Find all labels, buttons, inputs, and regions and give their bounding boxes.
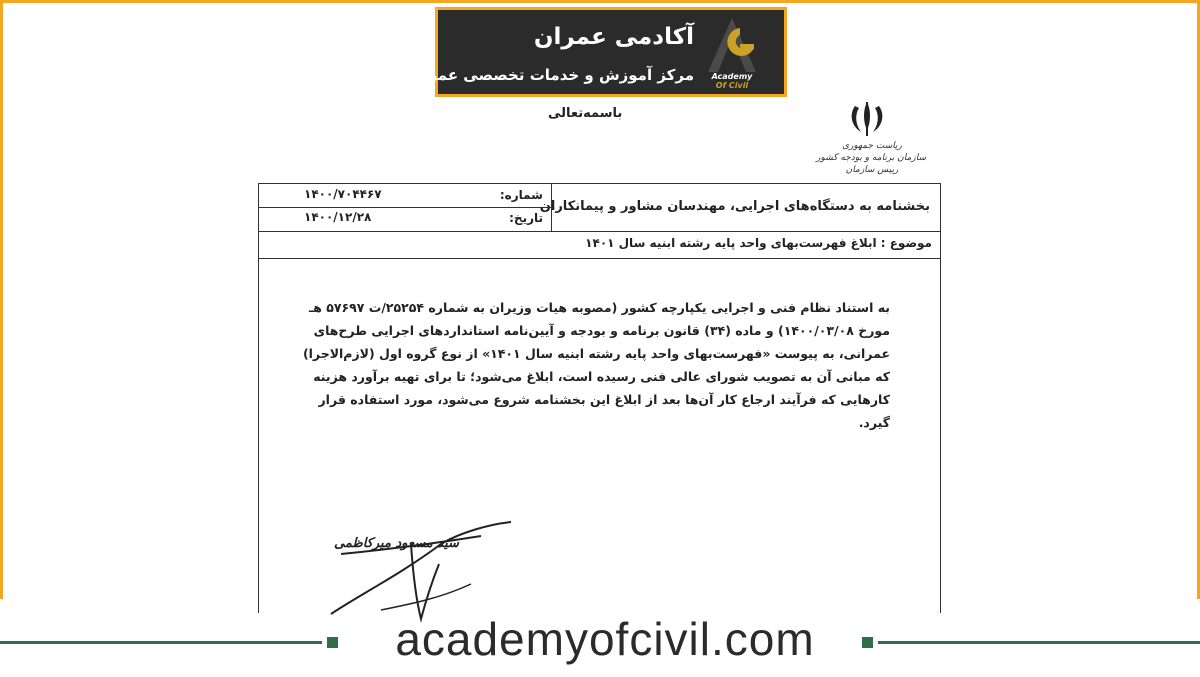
body-line: که مبانی آن به تصویب شورای عالی فنی رسیده است، ابلاغ می‌شود؛ تا برای تهیه برآورد هزینه [313,369,890,384]
signatory-name: سید مسعود میرکاظمی [334,536,459,551]
footer-square-right [862,637,873,648]
body-line: مورخ ۱۴۰۰/۰۳/۰۸) و ماده (۳۴) قانون برنامه و بودجه و آیین‌نامه استانداردهای اجرایی طرح‌های [313,323,890,338]
academy-logo-icon [702,16,762,90]
body-line: عمرانی، به پیوست «فهرست‌بهای واحد پایه رشته ابنیه سال ۱۴۰۱» از نوع گروه اول (لازم‌الاجرا) [302,346,890,361]
body-line: گیرد. [858,415,890,430]
letter-body [258,183,941,613]
number-label: شماره: [499,188,543,202]
org-line: رییس سازمان [845,165,899,175]
number-value: ۱۴۰۰/۷۰۴۴۶۷ [304,187,382,201]
letter-header-row [259,184,940,232]
meta-box [259,184,552,231]
date-value: ۱۴۰۰/۱۲/۲۸ [304,210,372,224]
basmala: باسمه‌تعالی [548,106,623,121]
date-label: تاریخ: [509,211,543,225]
org-header [818,140,926,176]
footer-line-right [878,641,1200,644]
iran-emblem-icon [845,100,889,138]
org-line: ریاست جمهوری [842,141,902,151]
brand-title: آکادمی عمران [533,24,694,50]
date-row [259,207,551,230]
footer-square-left [327,637,338,648]
subject: موضوع : ابلاغ فهرست‌بهای واحد پایه رشته ابنیه سال ۱۴۰۱ [585,236,932,250]
recipients: بخشنامه به دستگاه‌های اجرایی، مهندسان مشاور و پیمانکاران [539,199,930,214]
brand-subtitle: مرکز آموزش و خدمات تخصصی عمران [410,66,694,84]
subject-row [259,231,940,259]
number-row [259,184,551,208]
handwritten-signature [321,514,521,624]
brand-banner [410,7,787,97]
footer-line-left [0,641,322,644]
body-line: به استناد نظام فنی و اجرایی یکپارچه کشور (مصوبه هیات وزیران به شماره ۲۵۲۵۴/ت ۵۷۶۹۷ هـ [308,300,890,315]
footer-url: academyofcivil.com [395,613,815,665]
body-line: کارهایی که فرآیند ارجاع کار آن‌ها بعد از ابلاغ این بخشنامه شروع می‌شود، مورد استفاده قرار [318,392,890,407]
logo-text: Academy Of Civil [711,72,753,90]
org-line: سازمان برنامه و بودجه کشور [816,153,926,163]
body-text [302,296,890,434]
